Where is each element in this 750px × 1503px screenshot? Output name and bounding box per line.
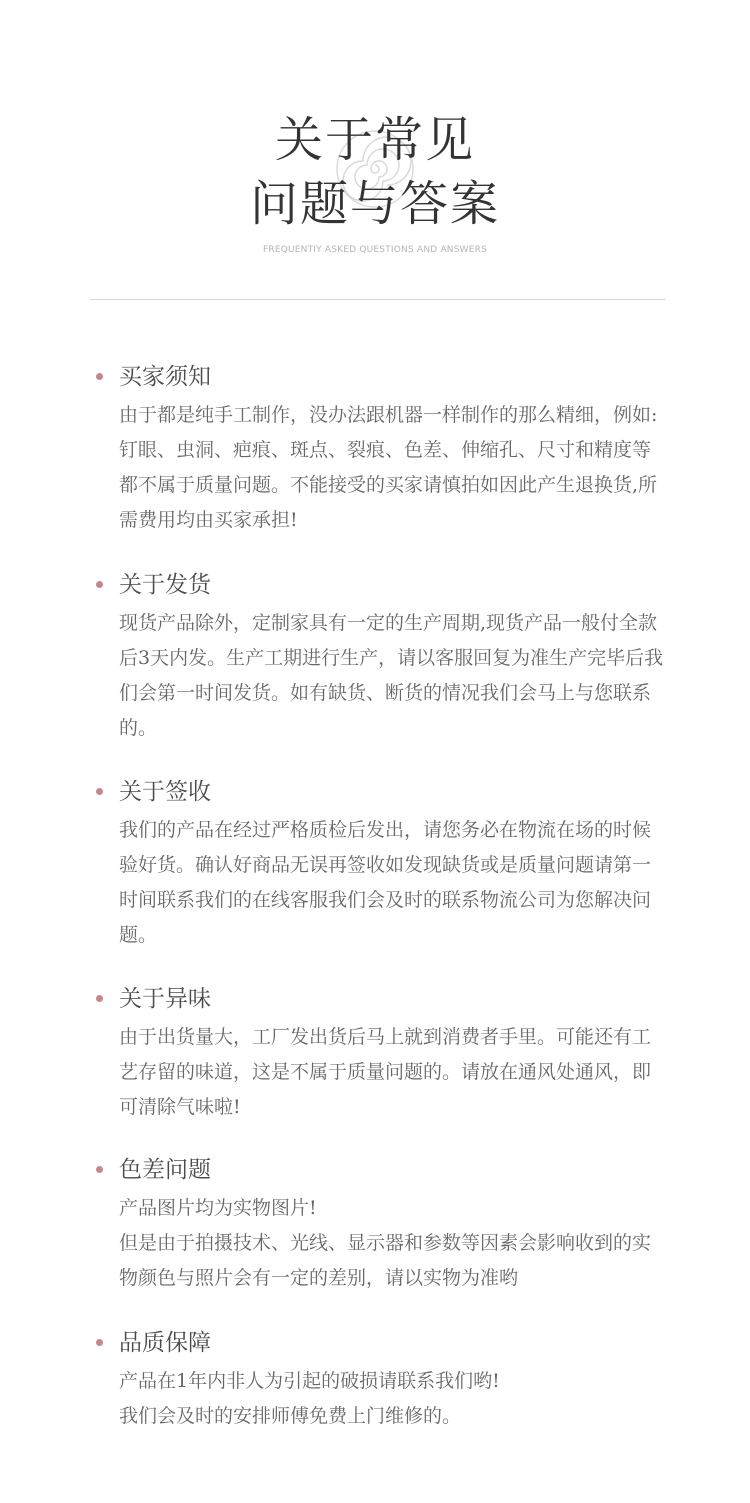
page-header [0,0,750,300]
faq-section-odor [96,984,676,1125]
faq-paragraph: 由于都是纯手工制作，没办法跟机器一样制作的那么精细，例如:钉眼、虫洞、疤痕、斑点、裂痕、色差、伸缩孔、尺寸和精度等都不属于质量问题。不能接受的买家请慎拍如因此产生退换货,所需费用均由买家承担! [119,404,658,531]
bullet-dot-icon [96,995,103,1002]
faq-heading-text: 买家须知 [119,364,211,390]
bullet-dot-icon [96,1339,103,1346]
faq-paragraph: 但是由于拍摄技术、光线、显示器和参数等因素会影响收到的实物颜色与照片会有一定的差别，请以实物为准哟 [119,1232,652,1289]
faq-heading-text: 关于发货 [119,572,211,598]
faq-section-buyer-notice [96,362,676,538]
faq-heading-text: 色差问题 [119,1157,211,1183]
bullet-dot-icon [96,1166,103,1173]
faq-heading [96,1155,676,1185]
faq-body [96,813,664,953]
page-title-line-1: 关于常见 [274,112,475,168]
faq-paragraph: 我们会及时的安排师傅免费上门维修的。 [119,1405,462,1427]
faq-body [96,606,664,746]
faq-heading [96,1328,676,1358]
bullet-dot-icon [96,581,103,588]
faq-body [96,1191,664,1296]
faq-body [96,1364,664,1434]
page-title-line-2: 问题与答案 [249,176,500,232]
faq-body [96,398,664,538]
faq-paragraph: 产品图片均为实物图片! [119,1197,317,1219]
header-divider [90,299,666,300]
faq-paragraph: 现货产品除外，定制家具有一定的生产周期,现货产品一般付全款后3天内发。生产工期进行生产，请以客服回复为准生产完毕后我们会第一时间发货。如有缺货、断货的情况我们会马上与您联系的。 [119,612,664,739]
faq-heading-text: 品质保障 [119,1330,211,1356]
faq-section-shipping [96,570,676,746]
faq-section-quality-guarantee [96,1328,676,1434]
faq-paragraph: 由于出货量大，工厂发出货后马上就到消费者手里。可能还有工艺存留的味道，这是不属于质量问题的。请放在通风处通风，即可清除气味啦! [119,1026,652,1118]
faq-heading [96,570,676,600]
faq-body [96,1020,664,1125]
bullet-dot-icon [96,373,103,380]
page-subtitle: FREQUENTIY ASKED QUESTIONS AND ANSWERS [262,245,487,255]
faq-heading [96,777,676,807]
faq-heading [96,362,676,392]
faq-paragraph: 产品在1年内非人为引起的破损请联系我们哟! [119,1370,500,1392]
faq-heading-text: 关于签收 [119,779,211,805]
faq-heading-text: 关于异味 [119,986,211,1012]
bullet-dot-icon [96,788,103,795]
faq-section-color-difference [96,1155,676,1296]
faq-heading [96,984,676,1014]
faq-paragraph: 我们的产品在经过严格质检后发出，请您务必在物流在场的时候验好货。确认好商品无误再签收如发现缺货或是质量问题请第一时间联系我们的在线客服我们会及时的联系物流公司为您解决问题。 [119,819,652,946]
faq-section-receipt [96,777,676,953]
